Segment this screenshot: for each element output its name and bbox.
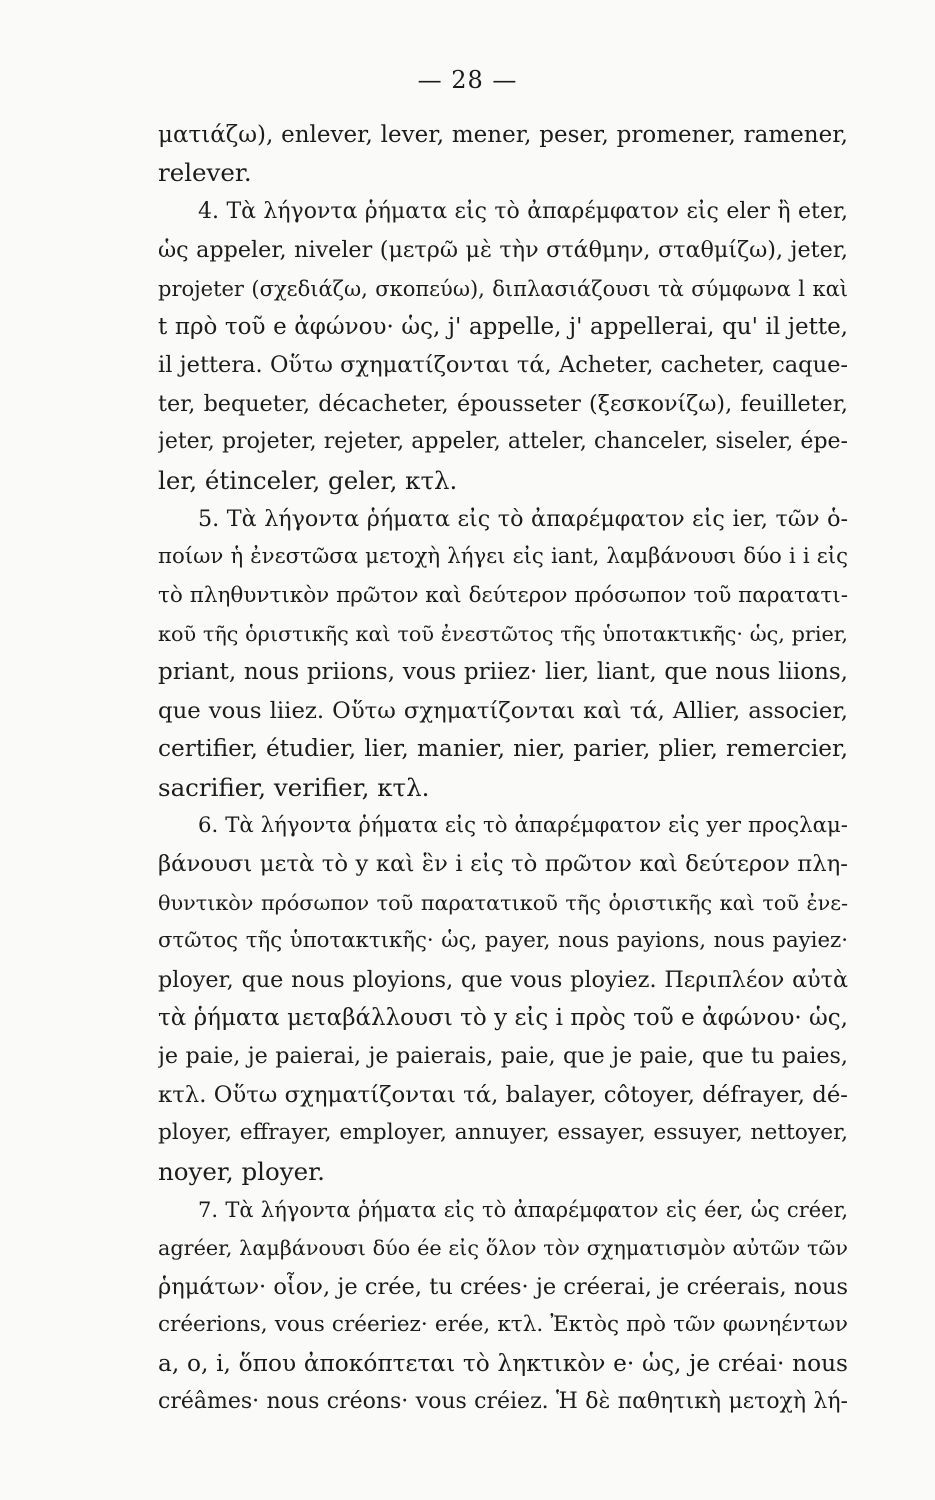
text-line: ῥημάτων· οἷον, je crée, tu crées· je créerai, je créerais, nous <box>158 1273 848 1300</box>
text-line: a, o, i, ὅπου ἀποκόπτεται τὸ ληκτικὸν e· ὡς, je créai· nous <box>158 1349 848 1377</box>
section-4-start: 4. Τὰ λήγοντα ῥήματα εἰς τὸ ἀπαρέμφατον εἰς eler ἢ eter, <box>198 198 848 224</box>
section-6-start: 6. Τὰ λήγοντα ῥήματα εἰς τὸ ἀπαρέμφατον εἰς yer προςλαμ- <box>198 813 848 839</box>
text-line: sacrifier, verifier, κτλ. <box>158 772 430 802</box>
text-line: certifier, étudier, lier, manier, nier, parier, plier, remercier, <box>158 735 848 763</box>
text-line: ler, étinceler, geler, κτλ. <box>158 465 458 495</box>
text-line: θυντικὸν πρόσωπον τοῦ παρατατικοῦ τῆς ὁριστικῆς καὶ τοῦ ἐνε- <box>158 890 848 915</box>
body-text <box>158 116 848 1421</box>
text-line: créerions, vous créeriez· erée, κτλ. Ἐκτὸς πρὸ τῶν φωνηέντων <box>158 1312 848 1338</box>
text-line: ployer, effrayer, employer, annuyer, essayer, essuyer, nettoyer, <box>158 1120 848 1146</box>
text-line: ployer, que nous ployions, que vous ployiez. Περιπλέον αὐτὰ <box>158 966 848 993</box>
text-line: βάνουσι μετὰ τὸ y καὶ ἓν i εἰς τὸ πρῶτον καὶ δεύτερον πλη- <box>158 851 848 878</box>
text-line: que vous liiez. Οὕτω σχηματίζονται καὶ τά, Allier, associer, <box>158 697 848 724</box>
text-line: στῶτος τῆς ὑποτακτικῆς· ὡς, payer, nous payions, nous payiez· <box>158 928 848 954</box>
text-line: noyer, ployer. <box>158 1156 325 1186</box>
text-line: t πρὸ τοῦ e ἀφώνου· ὡς, j' appelle, j' appellerai, qu' il jette, <box>158 313 848 340</box>
text-line: je paie, je paierai, je paierais, paie, que je paie, que tu paies, <box>158 1043 848 1070</box>
text-line: τὸ πληθυντικὸν πρῶτον καὶ δεύτερον πρόσωπον τοῦ παρατατι- <box>158 582 848 608</box>
text-line: ὡς appeler, niveler (μετρῶ μὲ τὴν στάθμην, σταθμίζω), jeter, <box>158 237 848 264</box>
text-line: jeter, projeter, rejeter, appeler, atteler, chanceler, siseler, épe- <box>158 429 848 455</box>
page-number: — 28 — <box>417 66 518 94</box>
section-5-start: 5. Τὰ λήγοντα ῥήματα εἰς τὸ ἀπαρέμφατον εἰς ier, τῶν ὁ- <box>198 505 848 532</box>
text-line: κτλ. Οὕτω σχηματίζονται τά, balayer, côtoyer, défrayer, dé- <box>158 1081 848 1108</box>
text-line: ματιάζω), enlever, lever, mener, peser, promener, ramener, <box>158 122 848 148</box>
text-line: κοῦ τῆς ὁριστικῆς καὶ τοῦ ἐνεστῶτος τῆς ὑποτακτικῆς· ὡς, prier, <box>158 622 848 647</box>
text-line: créâmes· nous créons· vous créiez. Ἡ δὲ παθητικὴ μετοχὴ λή- <box>158 1388 848 1414</box>
text-line: il jettera. Οὕτω σχηματίζονται τά, Acheter, cacheter, caque- <box>158 352 848 379</box>
text-line: τὰ ῥήματα μεταβάλλουσι τὸ y εἰς i πρὸς τοῦ e ἀφώνου· ὡς, <box>158 1004 848 1031</box>
text-line: projeter (σχεδιάζω, σκοπεύω), διπλασιάζουσι τὰ σύμφωνα l καὶ <box>158 276 848 301</box>
text-line: ποίων ἡ ἐνεστῶσα μετοχὴ λήγει εἰς iant, λαμβάνουσι δύο i i εἰς <box>158 544 848 570</box>
text-line: agréer, λαμβάνουσι δύο ée εἰς ὅλον τὸν σχηματισμὸν αὐτῶν τῶν <box>158 1236 848 1261</box>
text-line: ter, bequeter, décacheter, épousseter (ξεσκονίζω), feuilleter, <box>158 390 848 417</box>
text-line: priant, nous priions, vous priiez· lier, liant, que nous liions, <box>158 659 848 686</box>
text-line: relever. <box>158 158 252 188</box>
section-7-start: 7. Τὰ λήγοντα ῥήματα εἰς τὸ ἀπαρέμφατον εἰς éer, ὡς créer, <box>198 1197 848 1222</box>
